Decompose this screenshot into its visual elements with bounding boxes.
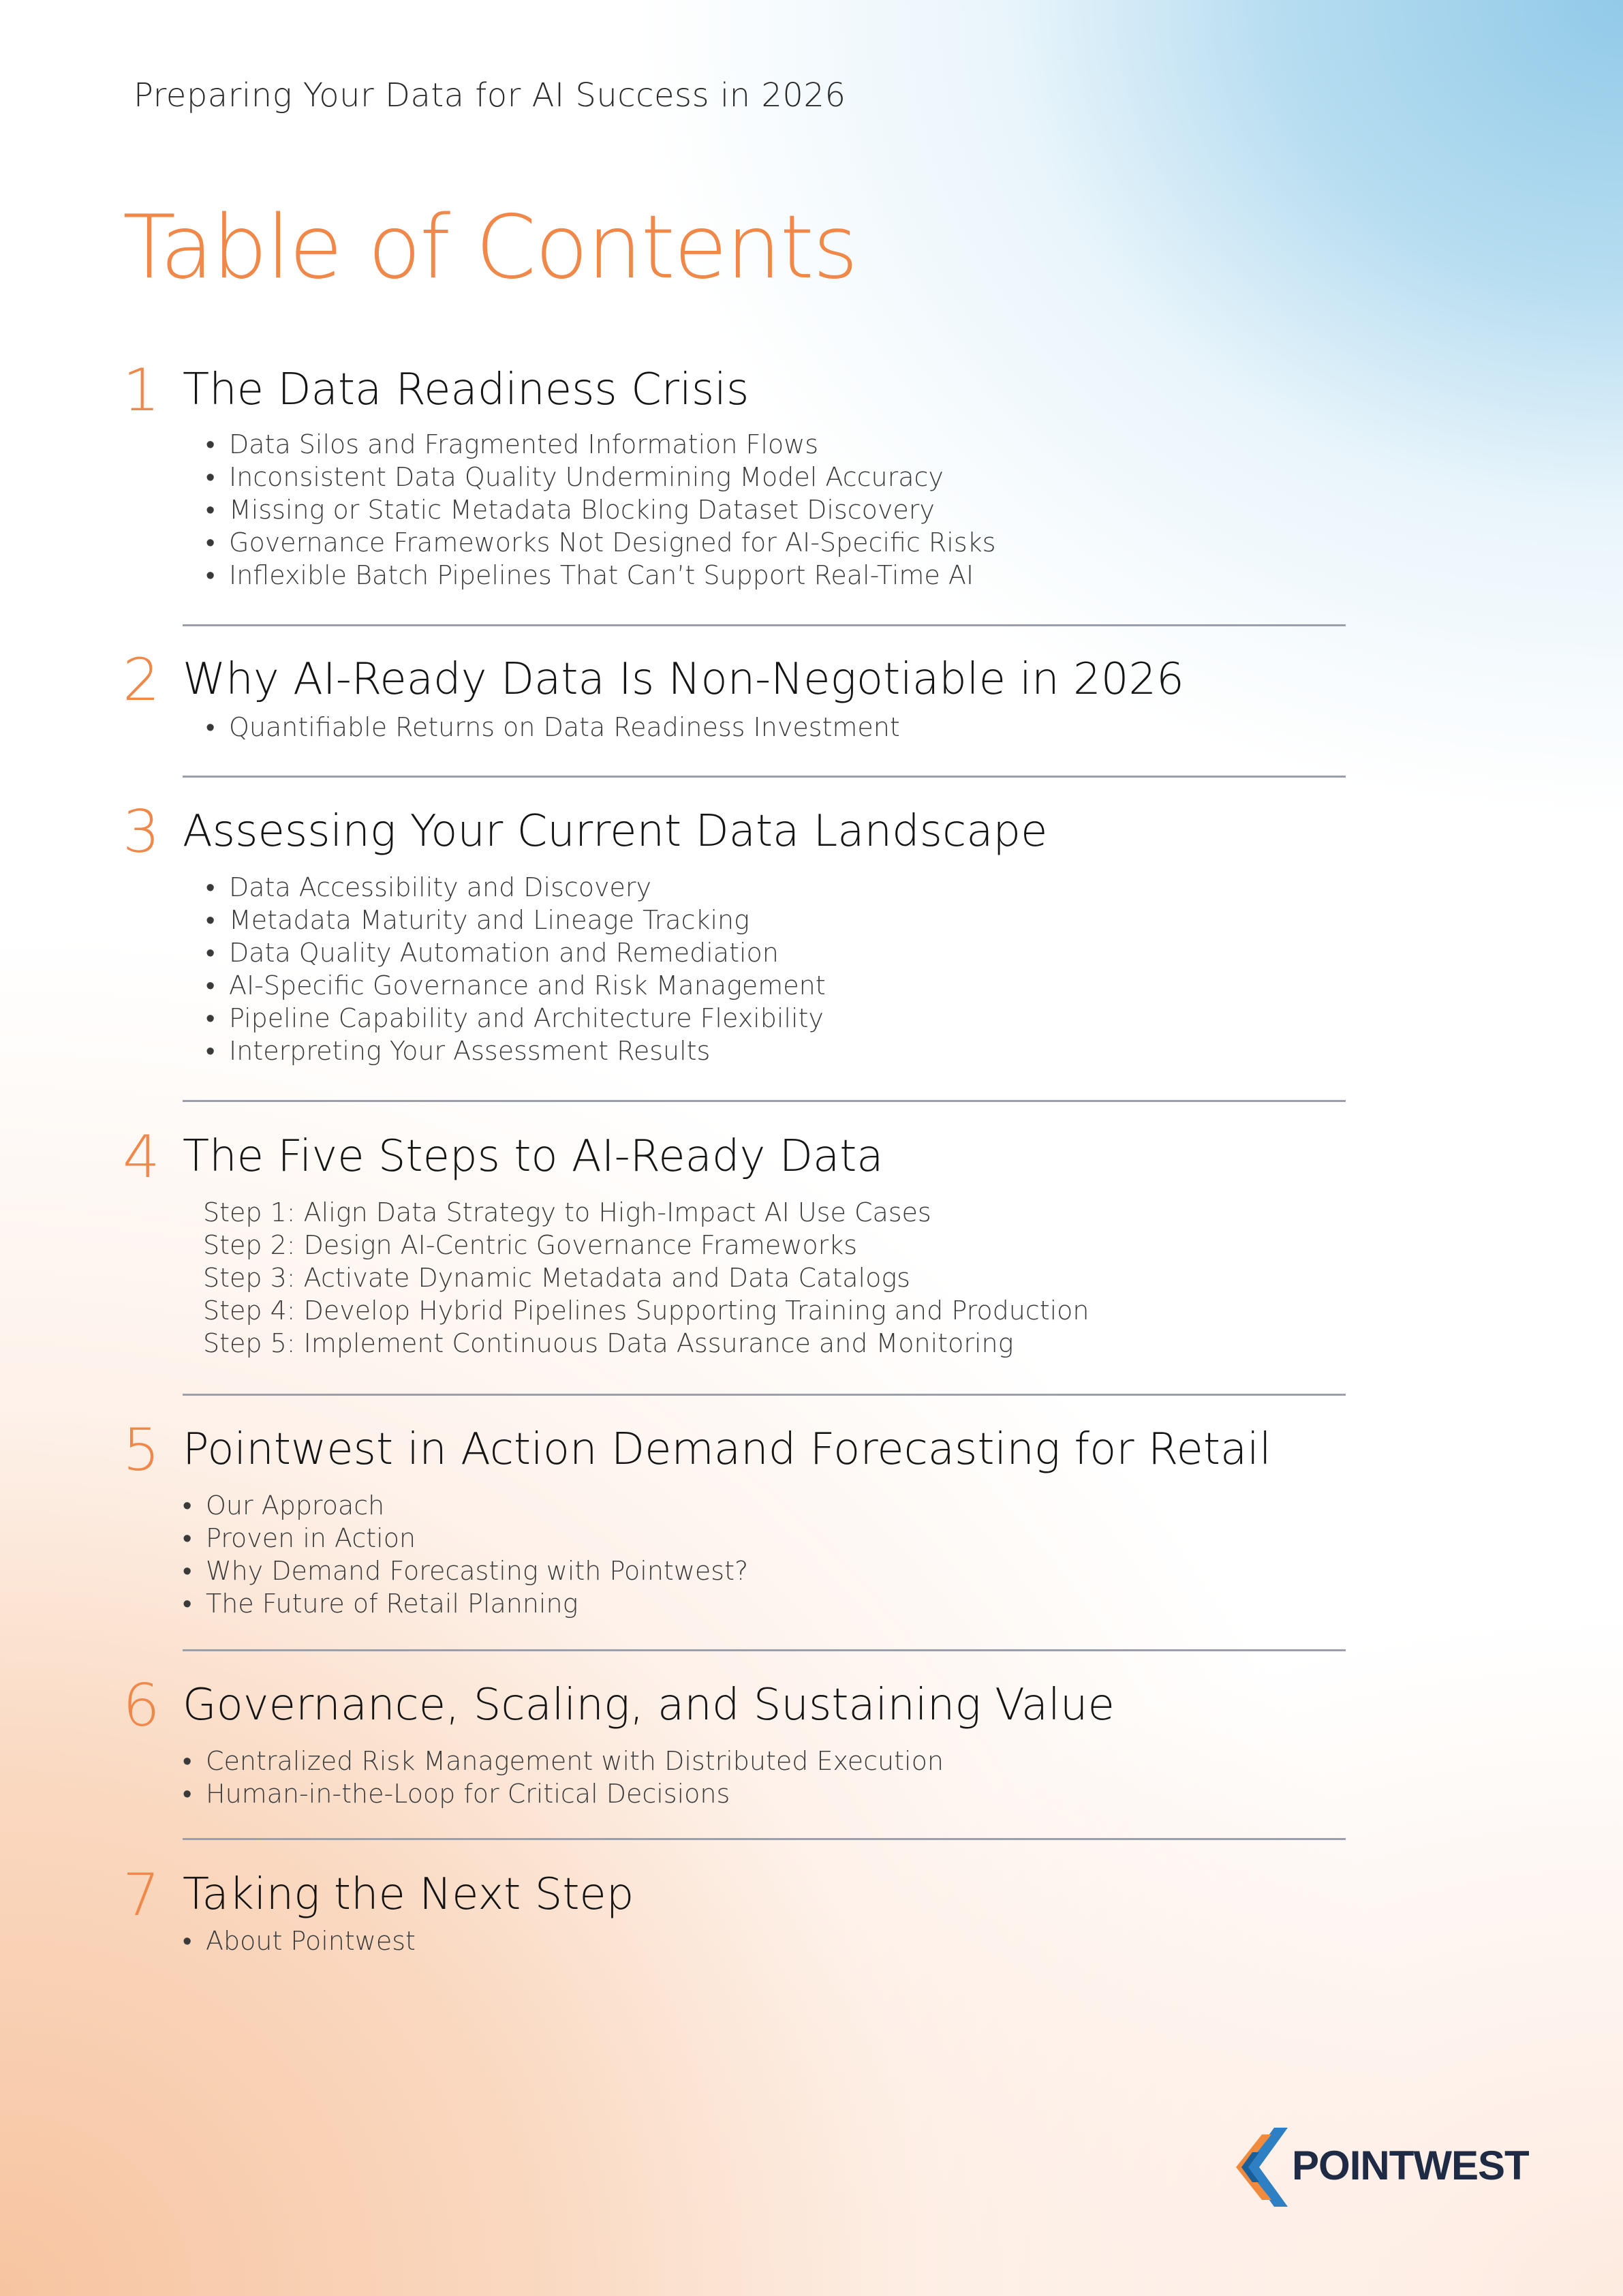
pointwest-chevron-logo-icon: [1232, 2125, 1289, 2209]
toc-item[interactable]: • Inflexible Batch Pipelines That Can’t Support Real-Time AI: [206, 559, 1346, 592]
toc-section-2: [123, 646, 1346, 744]
section-number: 1: [123, 356, 160, 425]
toc-section-7: [123, 1861, 1346, 1957]
toc-item[interactable]: Step 3: Activate Dynamic Metadata and Data Catalogs: [203, 1263, 910, 1293]
section-title[interactable]: Assessing Your Current Data Landscape: [183, 806, 1048, 857]
section-title[interactable]: Taking the Next Step: [183, 1869, 634, 1920]
toc-item[interactable]: • The Future of Retail Planning: [183, 1587, 1346, 1620]
toc-item[interactable]: • Governance Frameworks Not Designed for AI-Specific Risks: [206, 526, 1346, 559]
toc-item[interactable]: • Metadata Maturity and Lineage Tracking: [206, 904, 1346, 936]
section-title[interactable]: The Five Steps to AI-Ready Data: [183, 1131, 884, 1182]
section-divider: [183, 1394, 1346, 1396]
section-title[interactable]: The Data Readiness Crisis: [183, 365, 749, 415]
toc-item[interactable]: • Missing or Static Metadata Blocking Dataset Discovery: [206, 493, 1346, 526]
toc-item[interactable]: • AI-Specific Governance and Risk Management: [206, 969, 1346, 1002]
section-divider: [183, 1838, 1346, 1840]
section-number: 3: [123, 798, 160, 866]
toc-item[interactable]: • Why Demand Forecasting with Pointwest?: [183, 1555, 1346, 1587]
toc-item[interactable]: Step 5: Implement Continuous Data Assurance and Monitoring: [203, 1328, 1014, 1358]
toc-item[interactable]: Step 4: Develop Hybrid Pipelines Supporting Training and Production: [203, 1296, 1089, 1326]
toc-item[interactable]: • Proven in Action: [183, 1522, 1346, 1555]
toc-section-4: [123, 1123, 1346, 1360]
section-number: 5: [123, 1416, 160, 1484]
logo-wordmark: POINTWEST: [1292, 2143, 1529, 2188]
section-divider: [183, 1100, 1346, 1102]
toc-item[interactable]: Step 1: Align Data Strategy to High-Impact AI Use Cases: [203, 1197, 931, 1227]
section-title[interactable]: Pointwest in Action Demand Forecasting for Retail: [183, 1424, 1271, 1475]
toc-section-6: [123, 1672, 1346, 1810]
toc-item[interactable]: • Human-in-the-Loop for Critical Decisions: [183, 1777, 1346, 1810]
section-title[interactable]: Why AI-Ready Data Is Non-Negotiable in 2026: [183, 654, 1184, 705]
section-number: 6: [123, 1672, 160, 1740]
toc-item[interactable]: • Pipeline Capability and Architecture Flexibility: [206, 1002, 1346, 1035]
toc-item[interactable]: • Interpreting Your Assessment Results: [206, 1035, 1346, 1067]
document-header-title: Preparing Your Data for AI Success in 2026: [134, 76, 846, 114]
section-divider: [183, 624, 1346, 626]
toc-section-3: [123, 798, 1346, 1067]
pointwest-logo: [1232, 2119, 1529, 2215]
section-divider: [183, 1649, 1346, 1651]
toc-heading: Table of Contents: [123, 197, 857, 299]
toc-item[interactable]: • Data Silos and Fragmented Information Flows: [206, 428, 1346, 461]
toc-item[interactable]: Step 2: Design AI-Centric Governance Frameworks: [203, 1230, 858, 1260]
section-number: 7: [123, 1861, 160, 1929]
toc-item[interactable]: • Quantifiable Returns on Data Readiness Investment: [206, 711, 1346, 744]
toc-section-1: [123, 356, 1346, 592]
section-title[interactable]: Governance, Scaling, and Sustaining Value: [183, 1680, 1115, 1730]
section-number: 2: [123, 646, 160, 714]
toc-item[interactable]: • About Pointwest: [183, 1925, 1346, 1957]
toc-item[interactable]: • Our Approach: [183, 1489, 1346, 1522]
section-number: 4: [123, 1123, 160, 1191]
toc-section-5: [123, 1416, 1346, 1620]
section-divider: [183, 776, 1346, 778]
toc-item[interactable]: • Inconsistent Data Quality Undermining Model Accuracy: [206, 461, 1346, 493]
toc-item[interactable]: • Centralized Risk Management with Distributed Execution: [183, 1745, 1346, 1777]
toc-item[interactable]: • Data Quality Automation and Remediation: [206, 936, 1346, 969]
toc-item[interactable]: • Data Accessibility and Discovery: [206, 871, 1346, 904]
